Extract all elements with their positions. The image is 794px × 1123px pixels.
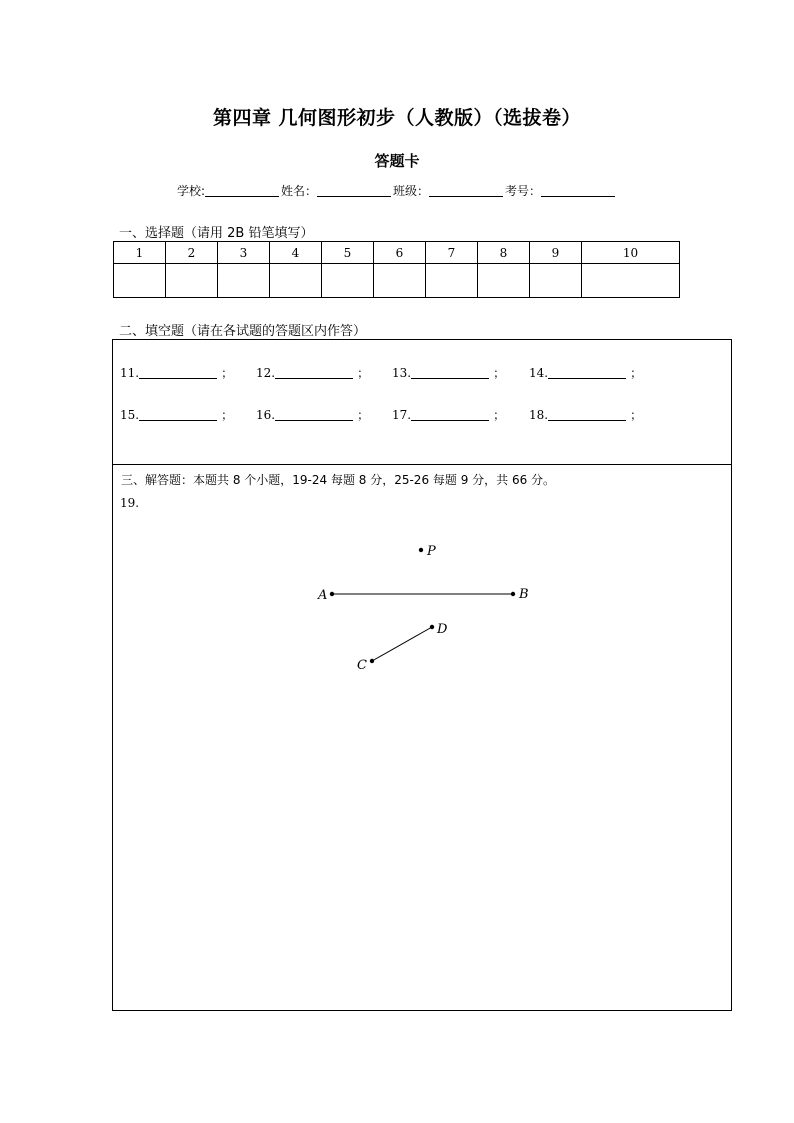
point-p [419,548,423,552]
point-d [430,625,434,629]
geometry-figure [112,520,732,690]
section3-heading: 三、解答题：本题共 8 个小题，19-24 每题 8 分，25-26 每题 9 分，共 66 分。 [121,473,556,487]
label-p: P [427,544,436,559]
choice-number: 2 [166,242,218,264]
choice-answer-cell[interactable] [426,264,478,298]
fill-answer-line[interactable] [275,366,353,379]
class-blank[interactable] [429,184,503,197]
segment-cd [372,627,432,661]
fill-blank-item[interactable] [120,406,233,423]
point-b [511,592,515,596]
choice-answer-cell[interactable] [270,264,322,298]
choice-answer-table [113,241,680,298]
page-title: 第四章 几何图形初步（人教版）（选拔卷） [212,107,582,129]
fill-blank-item[interactable] [256,364,369,381]
fill-item-number: 11. [120,366,140,380]
choice-number: 7 [426,242,478,264]
fill-blank-item[interactable] [392,406,505,423]
fill-blank-item[interactable] [256,406,369,423]
fill-blank-item[interactable] [120,364,233,381]
school-blank[interactable] [205,184,279,197]
choice-answer-cell[interactable] [582,264,680,298]
fill-separator: ； [357,366,370,380]
fill-item-number: 18. [529,408,549,422]
fill-item-number: 12. [256,366,276,380]
fill-answer-line[interactable] [411,366,489,379]
fill-answer-line[interactable] [411,408,489,421]
school-label: 学校: [176,184,205,198]
section2-heading: 二、填空题（请在各试题的答题区内作答） [119,324,367,339]
choice-answer-cell[interactable] [114,264,166,298]
fill-separator: ； [221,366,234,380]
label-a: A [318,588,328,603]
choice-number: 6 [374,242,426,264]
fill-answer-line[interactable] [139,366,217,379]
fill-item-number: 16. [256,408,276,422]
label-d: D [437,622,448,637]
choice-number: 8 [478,242,530,264]
fill-blank-item[interactable] [392,364,505,381]
fill-blank-item[interactable] [529,364,642,381]
choice-answer-cell[interactable] [218,264,270,298]
choice-number: 5 [322,242,374,264]
section1-heading: 一、选择题（请用 2B 铅笔填写） [119,226,314,241]
label-b: B [519,587,529,602]
choice-number: 1 [114,242,166,264]
point-c [370,659,374,663]
question-19-number: 19. [120,496,140,510]
section-divider [112,464,732,465]
choice-number: 9 [530,242,582,264]
choice-answer-cell[interactable] [478,264,530,298]
fill-item-number: 17. [392,408,412,422]
name-blank[interactable] [317,184,391,197]
point-a [330,592,334,596]
number-blank[interactable] [541,184,615,197]
choice-answer-cell[interactable] [166,264,218,298]
fill-separator: ； [493,408,506,422]
class-label: 班级： [393,184,430,198]
fill-answer-line[interactable] [548,366,626,379]
fill-item-number: 13. [392,366,412,380]
fill-answer-line[interactable] [548,408,626,421]
fill-blank-item[interactable] [529,406,642,423]
choice-answer-cell[interactable] [322,264,374,298]
fill-separator: ； [630,408,643,422]
fill-item-number: 14. [529,366,549,380]
label-c: C [357,658,367,673]
choice-number: 4 [270,242,322,264]
fill-answer-line[interactable] [275,408,353,421]
fill-item-number: 15. [120,408,140,422]
choice-number: 10 [582,242,680,264]
choice-answer-cell[interactable] [530,264,582,298]
fill-answer-line[interactable] [139,408,217,421]
answer-sheet-title: 答题卡 [374,152,420,170]
fill-separator: ； [630,366,643,380]
choice-number: 3 [218,242,270,264]
fill-separator: ； [221,408,234,422]
fill-separator: ； [493,366,506,380]
choice-answer-cell[interactable] [374,264,426,298]
number-label: 考号： [505,184,542,198]
student-info-line [0,182,794,199]
fill-separator: ； [357,408,370,422]
name-label: 姓名： [281,184,318,198]
